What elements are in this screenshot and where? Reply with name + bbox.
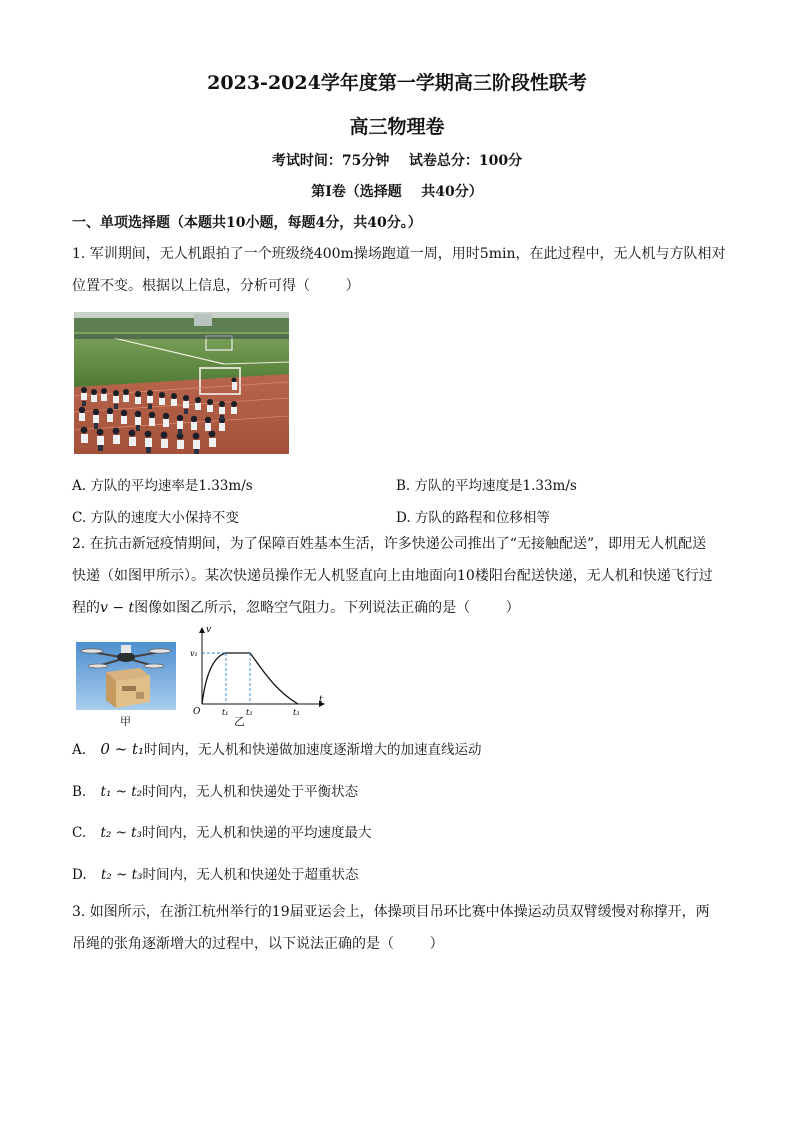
v-t-symbol: v − t [100, 600, 135, 616]
question-2-option-d[interactable] [72, 863, 359, 883]
question-2-line-2: 快递（如图甲所示）。某次快递员操作无人机竖直向上由地面向10楼阳台配送快递，无人机和快递飞行过 [72, 568, 713, 584]
option-c-text: 时间内，无人机和快递的平均速度最大 [142, 825, 372, 841]
question-1-option-d[interactable]: D. 方队的路程和位移相等 [396, 510, 550, 526]
origin-label: O [193, 707, 201, 717]
option-a-text: 时间内，无人机和快递做加速度逐渐增大的加速直线运动 [144, 742, 482, 758]
question-2 [72, 528, 722, 624]
question-3 [72, 896, 722, 960]
drone-photo-image [76, 642, 176, 710]
option-d-label: D. [72, 867, 87, 883]
option-a-interval: 0 ~ t₁ [100, 740, 145, 758]
question-1-option-b[interactable]: B. 方队的平均速度是1.33m/s [396, 478, 577, 494]
question-2-line-3-pre: 程的 [72, 600, 100, 616]
t2-label: t₂ [246, 708, 253, 717]
option-b-interval: t₁ ~ t₂ [100, 784, 143, 800]
figure-label-jia: 甲 [120, 715, 131, 728]
question-3-line-1: 3. 如图所示，在浙江杭州举行的19届亚运会上，体操项目吊环比赛中体操运动员双臂缓慢对称撑开，两 [72, 904, 710, 920]
question-1-option-c[interactable]: C. 方队的速度大小保持不变 [72, 510, 239, 526]
option-c-label: C. [72, 825, 87, 841]
figure-label-yi: 乙 [234, 715, 245, 728]
question-1-option-a[interactable]: A. 方队的平均速率是1.33m/s [72, 478, 253, 494]
training-photo [74, 312, 289, 454]
question-2-line-3 [72, 592, 722, 624]
option-c-interval: t₂ ~ t₃ [100, 825, 143, 841]
exam-title: 2023-2024学年度第一学期高三阶段性联考 [207, 72, 587, 94]
option-d-interval: t₂ ~ t₃ [100, 867, 143, 883]
drone-photo [76, 642, 176, 710]
part-heading: 第Ⅰ卷（选择题 共40分） [311, 184, 483, 200]
question-1-line-1: 1. 军训期间，无人机跟拍了一个班级绕400m操场跑道一周，用时5min，在此过程中，无人机与方队相对 [72, 246, 726, 262]
question-1-line-2: 位置不变。根据以上信息，分析可得（ ） [72, 278, 360, 294]
question-3-line-2: 吊绳的张角逐渐增大的过程中，以下说法正确的是（ ） [72, 936, 444, 952]
question-2-line-1: 2. 在抗击新冠疫情期间，为了保障百姓基本生活，许多快递公司推出了“无接触配送”，即用无人机配送 [72, 536, 707, 552]
option-b-text: 时间内，无人机和快递处于平衡状态 [142, 784, 359, 800]
question-2-option-a[interactable] [72, 738, 482, 758]
t1-label: t₁ [222, 708, 229, 717]
option-b-label: B. [72, 784, 87, 800]
section-heading: 一、单项选择题（本题共10小题，每题4分，共40分。） [72, 215, 422, 231]
y-axis-label: v [206, 625, 212, 635]
option-d-text: 时间内，无人机和快递处于超重状态 [142, 867, 359, 883]
training-photo-image [74, 312, 289, 454]
vt-graph [188, 622, 328, 722]
question-2-option-c[interactable] [72, 821, 372, 841]
t3-label: t₃ [293, 708, 300, 717]
v1-label: v₁ [190, 649, 198, 658]
vt-graph-svg [188, 622, 328, 722]
question-2-line-3-post: 图像如图乙所示，忽略空气阻力。下列说法正确的是（ ） [134, 600, 520, 616]
exam-subtitle: 高三物理卷 [349, 116, 445, 138]
question-2-option-b[interactable] [72, 780, 358, 800]
x-axis-label: t [319, 695, 323, 705]
question-1 [72, 238, 726, 302]
exam-info: 考试时间：75分钟 试卷总分：100分 [271, 153, 523, 169]
option-a-label: A. [72, 742, 87, 758]
